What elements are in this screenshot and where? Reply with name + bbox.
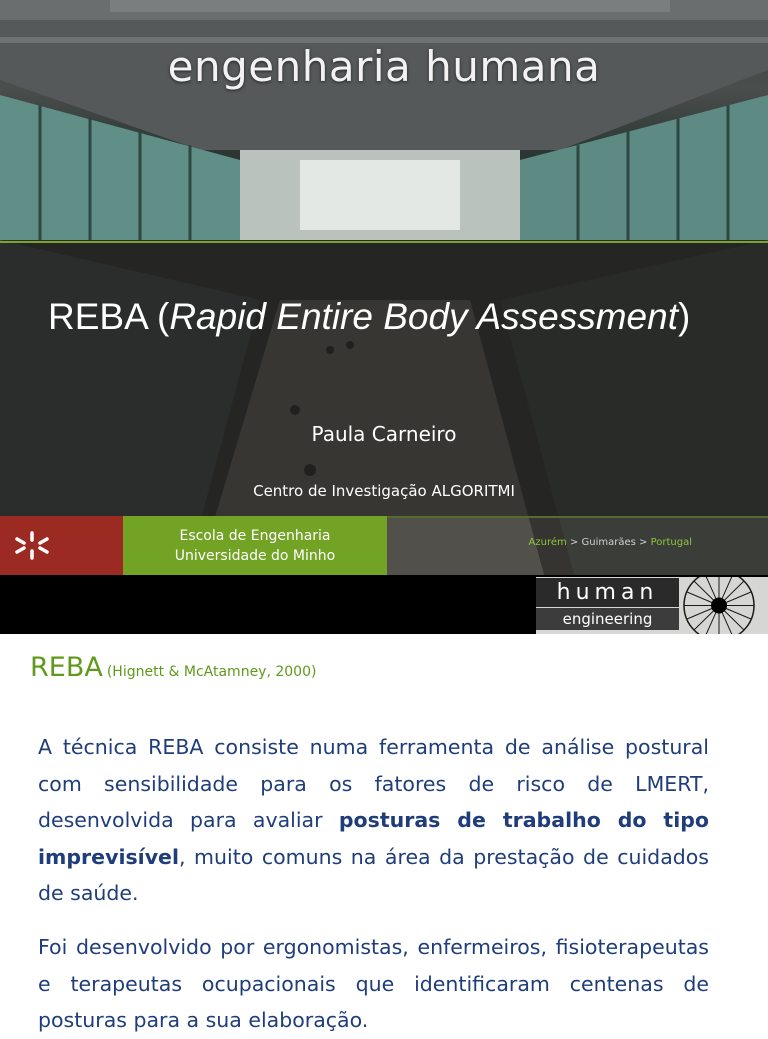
paragraph-1: A técnica REBA consiste numa ferramenta de análise postural com sensibilidade para os fatores de risco de LMERT, desenvolvida para avaliar posturas de trabalho do tipo imprevisível, muito comuns na área da prestação de cuidados de saúde. — [38, 735, 709, 905]
uminho-emblem-icon — [0, 516, 123, 575]
presentation-title: REBA (Rapid Entire Body Assessment) — [48, 296, 691, 337]
spoked-wheel-icon — [681, 577, 768, 634]
location-strip — [387, 516, 768, 575]
author-name: Paula Carneiro — [311, 422, 457, 446]
emphasis-text: posturas de trabalho do tipo imprevisível — [38, 808, 709, 869]
title-band — [0, 241, 768, 518]
logo-human-text: human — [536, 578, 679, 607]
human-engineering-logo — [536, 577, 768, 634]
university-logo — [0, 516, 123, 575]
citation: (Hignett & McAtamney, 2000) — [106, 664, 317, 680]
slide2-title: REBA — [30, 652, 103, 683]
logo-engineering-text: engineering — [536, 608, 679, 630]
location-breadcrumb: Azurém > Guimarães > Portugal — [528, 537, 692, 548]
university-name: Universidade do Minho — [174, 548, 336, 564]
paragraph-2: Foi desenvolvido por ergonomistas, enfermeiros, fisioterapeutas e terapeutas ocupacionais que identificaram centenas de posturas para a sua elaboração. — [38, 935, 709, 1032]
school-name-box — [123, 516, 387, 575]
slide-heading: engenharia humana — [167, 42, 601, 91]
research-centre: Centro de Investigação ALGORITMI — [253, 482, 515, 500]
school-name: Escola de Engenharia — [179, 528, 331, 544]
slide2-heading — [30, 652, 316, 683]
